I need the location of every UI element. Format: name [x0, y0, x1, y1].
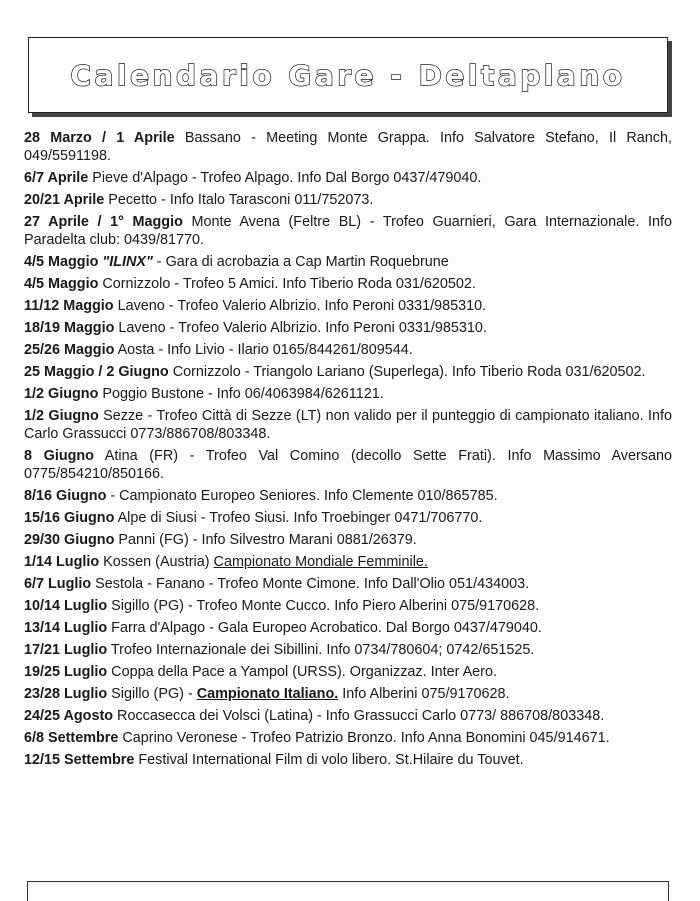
event-entry: [24, 751, 672, 769]
event-description: Sezze - Trofeo Città di Sezze (LT) non valido per il punteggio di campionato italiano. Info Carlo Grassucci 0773/886708/803348.: [24, 408, 672, 442]
event-date: 6/7 Aprile: [24, 170, 89, 186]
event-entry: [24, 531, 672, 549]
event-entry: [24, 363, 672, 381]
event-date: 25/26 Maggio: [24, 342, 115, 358]
event-entry: [24, 407, 672, 443]
event-date: 20/21 Aprile: [24, 192, 105, 208]
event-date: 8/16 Giugno: [24, 488, 107, 504]
event-date: 10/14 Luglio: [24, 598, 108, 614]
event-date: 6/8 Settembre: [24, 730, 119, 746]
event-entry: [24, 213, 672, 249]
event-entry: [24, 487, 672, 505]
event-description: Panni (FG) - Info Silvestro Marani 0881/26379.: [114, 532, 417, 548]
event-date: 11/12 Maggio: [24, 298, 114, 314]
event-date: 28 Marzo / 1 Aprile: [24, 130, 175, 146]
event-description: Caprino Veronese - Trofeo Patrizio Bronzo. Info Anna Bonomini 045/914671.: [118, 730, 610, 746]
event-description: Trofeo Internazionale dei Sibillini. Info 0734/780604; 0742/651525.: [107, 642, 535, 658]
event-date: 1/2 Giugno: [24, 408, 99, 424]
event-entry: [24, 319, 672, 337]
event-date: 4/5 Maggio: [24, 254, 99, 270]
event-description: Roccasecca dei Volsci (Latina) - Info Grassucci Carlo 0773/ 886708/803348.: [113, 708, 605, 724]
event-entry: [24, 447, 672, 483]
event-date: 6/7 Luglio: [24, 576, 92, 592]
event-date: 4/5 Maggio: [24, 276, 99, 292]
event-description: Farra d'Alpago - Gala Europeo Acrobatico. Dal Borgo 0437/479040.: [107, 620, 542, 636]
event-entry: [24, 729, 672, 747]
event-date: 27 Aprile / 1° Maggio: [24, 214, 183, 230]
event-entry: [24, 663, 672, 681]
event-date: 17/21 Luglio: [24, 642, 108, 658]
event-date: 25 Maggio / 2 Giugno: [24, 364, 169, 380]
event-entry: [24, 191, 672, 209]
event-description: Pieve d'Alpago - Trofeo Alpago. Info Dal Borgo 0437/479040.: [88, 170, 482, 186]
event-description: Festival International Film di volo libero. St.Hilaire du Touvet.: [134, 752, 524, 768]
event-entry: [24, 253, 672, 271]
event-description: Cornizzolo - Trofeo 5 Amici. Info Tiberio Roda 031/620502.: [98, 276, 476, 292]
event-description: Bassano - Meeting Monte Grappa. Info Salvatore Stefano, Il Ranch, 049/5591198.: [24, 130, 672, 164]
event-description: Alpe di Siusi - Trofeo Siusi. Info Troebinger 0471/706770.: [114, 510, 483, 526]
event-entry: [24, 619, 672, 637]
event-entry: [24, 297, 672, 315]
event-date: 13/14 Luglio: [24, 620, 108, 636]
event-description: Laveno - Trofeo Valerio Albrizio. Info Peroni 0331/985310.: [114, 320, 487, 336]
event-description: Info Alberini 075/9170628.: [338, 686, 510, 702]
event-highlight: Campionato Mondiale Femminile.: [213, 554, 428, 570]
page-title: Calendario Gare - Deltaplano: [70, 58, 626, 92]
event-date: 18/19 Maggio: [24, 320, 115, 336]
event-description: - Campionato Europeo Seniores. Info Clemente 010/865785.: [106, 488, 498, 504]
event-description: - Gara di acrobazia a Cap Martin Roquebrune: [152, 254, 449, 270]
event-date: 29/30 Giugno: [24, 532, 115, 548]
event-description: Poggio Bustone - Info 06/4063984/6261121.: [98, 386, 384, 402]
event-entry: [24, 341, 672, 359]
event-description: Sigillo (PG) -: [107, 686, 197, 702]
event-highlight: "ILINX": [102, 254, 153, 270]
event-description: Sestola - Fanano - Trofeo Monte Cimone. Info Dall'Olio 051/434003.: [91, 576, 530, 592]
event-description: Laveno - Trofeo Valerio Albrizio. Info Peroni 0331/985310.: [113, 298, 487, 314]
event-description: Coppa della Pace a Yampol (URSS). Organizzaz. Inter Aero.: [107, 664, 497, 680]
event-description: Kossen (Austria): [99, 554, 214, 570]
title-box: [28, 37, 668, 113]
event-highlight: Campionato Italiano.: [196, 686, 339, 702]
event-description: Cornizzolo - Triangolo Lariano (Superlega). Info Tiberio Roda 031/620502.: [168, 364, 646, 380]
event-entry: [24, 275, 672, 293]
event-date: 12/15 Settembre: [24, 752, 135, 768]
event-entry: [24, 385, 672, 403]
event-entry: [24, 685, 672, 703]
event-entry: [24, 553, 672, 571]
event-entry: [24, 707, 672, 725]
event-date: 1/2 Giugno: [24, 386, 99, 402]
event-description: Sigillo (PG) - Trofeo Monte Cucco. Info Piero Alberini 075/9170628.: [107, 598, 540, 614]
event-entry: [24, 575, 672, 593]
event-entry: [24, 169, 672, 187]
event-date: 24/25 Agosto: [24, 708, 114, 724]
event-entry: [24, 509, 672, 527]
event-entry: [24, 597, 672, 615]
event-description: Atina (FR) - Trofeo Val Comino (decollo Sette Frati). Info Massimo Aversano 0775/854210/850166.: [24, 448, 672, 482]
event-date: 1/14 Luglio: [24, 554, 100, 570]
event-date: 8 Giugno: [24, 448, 94, 464]
event-list: [24, 129, 672, 773]
event-entry: [24, 641, 672, 659]
event-description: Aosta - Info Livio - Ilario 0165/844261/809544.: [114, 342, 413, 358]
event-date: 19/25 Luglio: [24, 664, 108, 680]
event-date: 15/16 Giugno: [24, 510, 115, 526]
event-description: Monte Avena (Feltre BL) - Trofeo Guarnieri, Gara Internazionale. Info Paradelta club: 0439/81770.: [24, 214, 672, 248]
event-date: 23/28 Luglio: [24, 686, 108, 702]
event-entry: [24, 129, 672, 165]
event-description: Pecetto - Info Italo Tarasconi 011/752073.: [104, 192, 374, 208]
next-section-box: [27, 881, 669, 901]
